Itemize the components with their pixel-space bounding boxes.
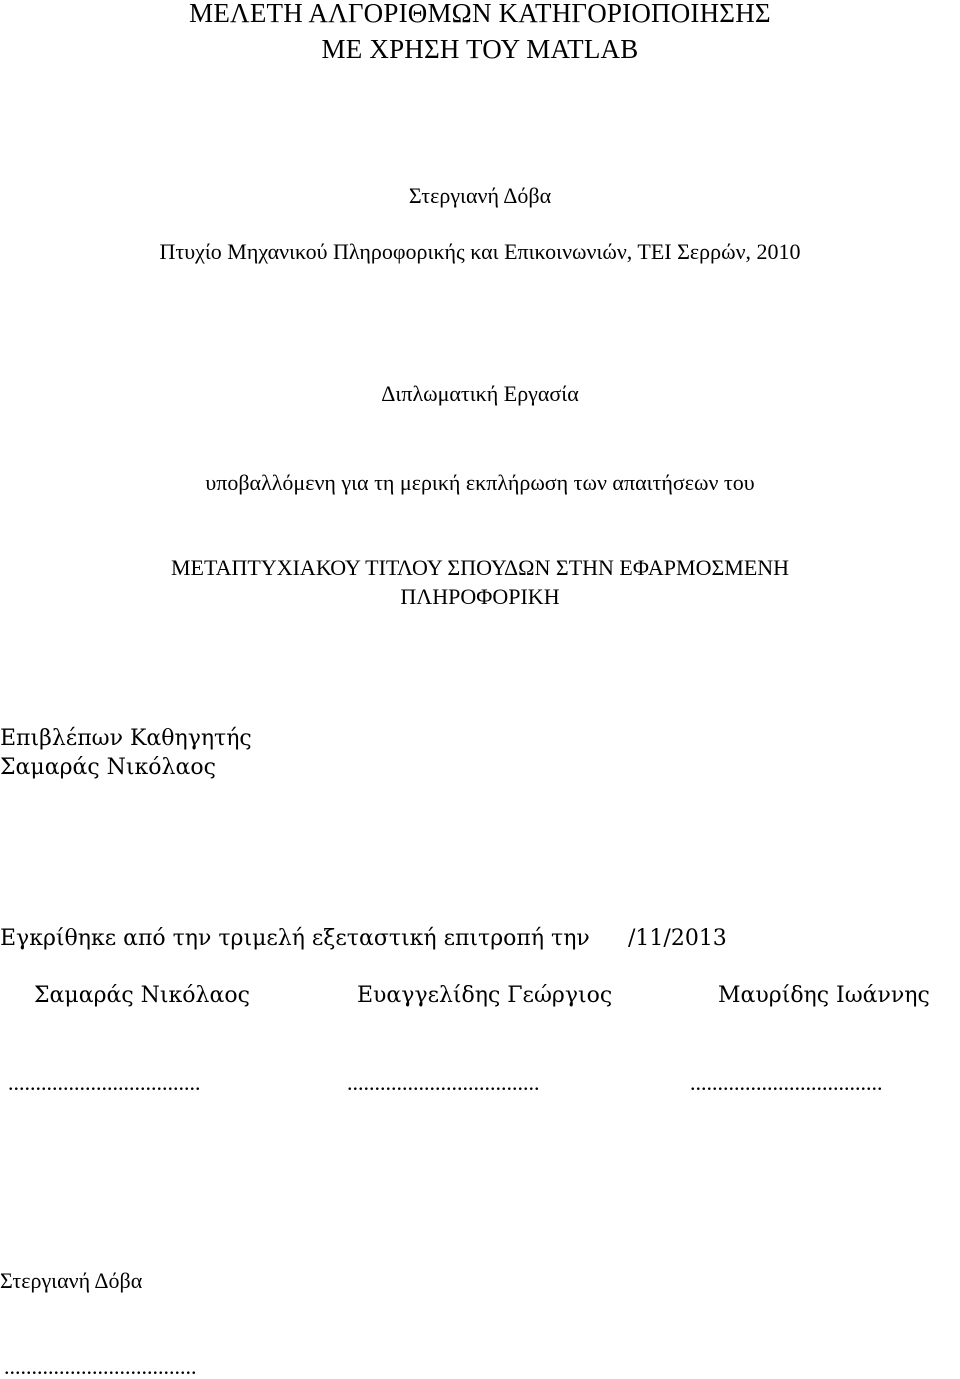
supervisor-name: Σαμαράς Νικόλαος — [0, 755, 216, 780]
thesis-submitted-for: υποβαλλόμενη για τη μερική εκπλήρωση των απαιτήσεων του — [205, 470, 755, 495]
committee-member-1-name: Σαμαράς Νικόλαος — [34, 983, 250, 1008]
committee-member-1-signature-line: ................................... — [8, 1070, 201, 1095]
author-degree: Πτυχίο Μηχανικού Πληροφορικής και Επικοινωνιών, ΤΕΙ Σερρών, 2010 — [159, 239, 801, 264]
committee-member-2-signature-line: ................................... — [347, 1070, 540, 1095]
thesis-title-line-2: ΜΕ ΧΡΗΣΗ ΤΟΥ MATLAB — [321, 34, 639, 64]
supervisor-label: Επιβλέπων Καθηγητής — [0, 726, 252, 751]
program-line-2: ΠΛΗΡΟΦΟΡΙΚΗ — [400, 584, 560, 609]
program-line-1: ΜΕΤΑΠΤΥΧΙΑΚΟΥ ΤΙΤΛΟΥ ΣΠΟΥΔΩΝ ΣΤΗΝ ΕΦΑΡΜΟΣΜΕΝΗ — [170, 555, 790, 580]
approval-date: /11/2013 — [628, 926, 727, 951]
signature-author-name: Στεργιανή Δόβα — [0, 1268, 143, 1293]
committee-member-3-signature-line: ................................... — [690, 1070, 883, 1095]
thesis-title-line-1: ΜΕΛΕΤΗ ΑΛΓΟΡΙΘΜΩΝ ΚΑΤΗΓΟΡΙΟΠΟΙΗΣΗΣ — [189, 0, 771, 28]
author-signature-line: ................................... — [4, 1354, 197, 1379]
approval-statement: Εγκρίθηκε από την τριμελή εξεταστική επιτροπή την — [0, 926, 590, 951]
committee-member-2-name: Ευαγγελίδης Γεώργιος — [357, 983, 613, 1008]
thesis-type: Διπλωματική Εργασία — [381, 381, 579, 406]
author-name: Στεργιανή Δόβα — [408, 183, 552, 208]
committee-member-3-name: Μαυρίδης Ιωάννης — [718, 983, 930, 1008]
